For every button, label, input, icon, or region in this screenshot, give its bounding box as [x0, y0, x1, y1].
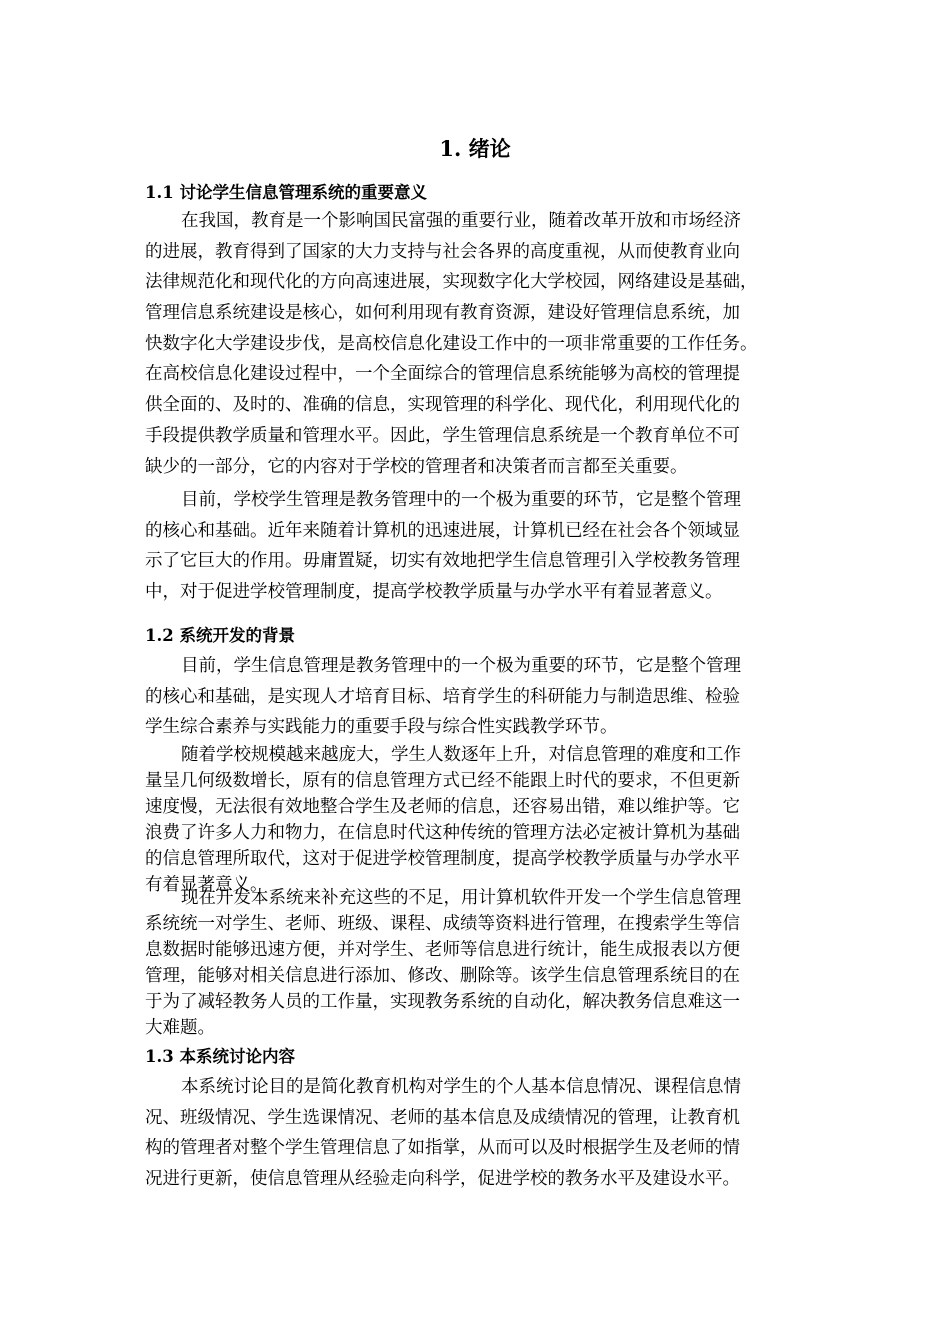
text-line: 本系统讨论目的是简化教育机构对学生的个人基本信息情况、课程信息情 — [181, 1077, 741, 1097]
text-line: 快数字化大学建设步伐，是高校信息化建设工作中的一项非常重要的工作任务。 — [145, 333, 758, 354]
text-line: 息数据时能够迅速方便，并对学生、老师等信息进行统计，能生成报表以方便 — [145, 940, 740, 960]
paragraph — [145, 1072, 817, 1195]
text-line: 示了它巨大的作用。毋庸置疑，切实有效地把学生信息管理引入学校教务管理 — [145, 551, 740, 572]
text-line: 学生综合素养与实践能力的重要手段与综合性实践教学环节。 — [145, 717, 618, 738]
text-line: 于为了减轻教务人员的工作量，实现教务系统的自动化，解决教务信息难这一 — [145, 992, 740, 1012]
paragraph — [145, 742, 817, 898]
text-line: 浪费了许多人力和物力，在信息时代这种传统的管理方法必定被计算机为基础 — [145, 823, 740, 843]
text-line: 的信息管理所取代，这对于促进学校管理制度，提高学校教学质量与办学水平 — [145, 849, 740, 869]
text-line: 量呈几何级数增长，原有的信息管理方式已经不能跟上时代的要求，不但更新 — [145, 771, 740, 791]
text-line: 大难题。 — [145, 1018, 215, 1038]
section-heading-1-3: 1.3 本系统讨论内容 — [145, 1047, 295, 1066]
chapter-title: 1. 绪论 — [439, 136, 511, 161]
text-line: 管理信息系统建设是核心，如何利用现有教育资源，建设好管理信息系统，加 — [145, 303, 740, 324]
paragraph — [145, 651, 817, 743]
text-line: 构的管理者对整个学生管理信息了如指掌，从而可以及时根据学生及老师的情 — [145, 1138, 740, 1159]
text-line: 的核心和基础，是实现人才培育目标、培育学生的科研能力与制造思维、检验 — [145, 686, 740, 707]
section-heading-1-1: 1.1 讨论学生信息管理系统的重要意义 — [145, 183, 427, 202]
text-line: 中，对于促进学校管理制度，提高学校教学质量与办学水平有着显著意义。 — [145, 582, 723, 603]
text-line: 速度慢，无法很有效地整合学生及老师的信息，还容易出错，难以维护等。它 — [145, 797, 740, 817]
text-line: 供全面的、及时的、准确的信息，实现管理的科学化、现代化，利用现代化的 — [145, 395, 740, 416]
text-line: 随着学校规模越来越庞大，学生人数逐年上升，对信息管理的难度和工作 — [181, 745, 741, 765]
paragraph — [145, 485, 817, 608]
text-line: 的进展，教育得到了国家的大力支持与社会各界的高度重视，从而使教育业向 — [145, 241, 740, 262]
text-line: 缺少的一部分，它的内容对于学校的管理者和决策者而言都至关重要。 — [145, 456, 688, 477]
section-heading-1-2: 1.2 系统开发的背景 — [145, 626, 295, 645]
text-line: 在我国，教育是一个影响国民富强的重要行业，随着改革开放和市场经济 — [181, 211, 741, 231]
text-line: 目前，学校学生管理是教务管理中的一个极为重要的环节，它是整个管理 — [181, 490, 741, 510]
text-line: 的核心和基础。近年来随着计算机的迅速进展，计算机已经在社会各个领域显 — [145, 520, 740, 541]
text-line: 况进行更新，使信息管理从经验走向科学，促进学校的教务水平及建设水平。 — [145, 1169, 740, 1190]
paragraph — [145, 206, 817, 482]
text-line: 在高校信息化建设过程中，一个全面综合的管理信息系统能够为高校的管理提 — [145, 364, 740, 385]
text-line: 目前，学生信息管理是教务管理中的一个极为重要的环节，它是整个管理 — [181, 656, 741, 676]
text-line: 现在开发本系统来补充这些的不足，用计算机软件开发一个学生信息管理 — [181, 888, 741, 908]
text-line: 有着显著意义。 — [145, 875, 268, 895]
text-line: 管理，能够对相关信息进行添加、修改、删除等。该学生信息管理系统目的在 — [145, 966, 740, 986]
text-line: 系统统一对学生、老师、班级、课程、成绩等资料进行管理，在搜索学生等信 — [145, 914, 740, 934]
text-line: 手段提供教学质量和管理水平。因此，学生管理信息系统是一个教育单位不可 — [145, 425, 740, 446]
text-line: 法律规范化和现代化的方向高速进展，实现数字化大学校园，网络建设是基础， — [145, 272, 758, 293]
paragraph — [145, 885, 817, 1041]
text-line: 况、班级情况、学生选课情况、老师的基本信息及成绩情况的管理，让教育机 — [145, 1107, 740, 1128]
